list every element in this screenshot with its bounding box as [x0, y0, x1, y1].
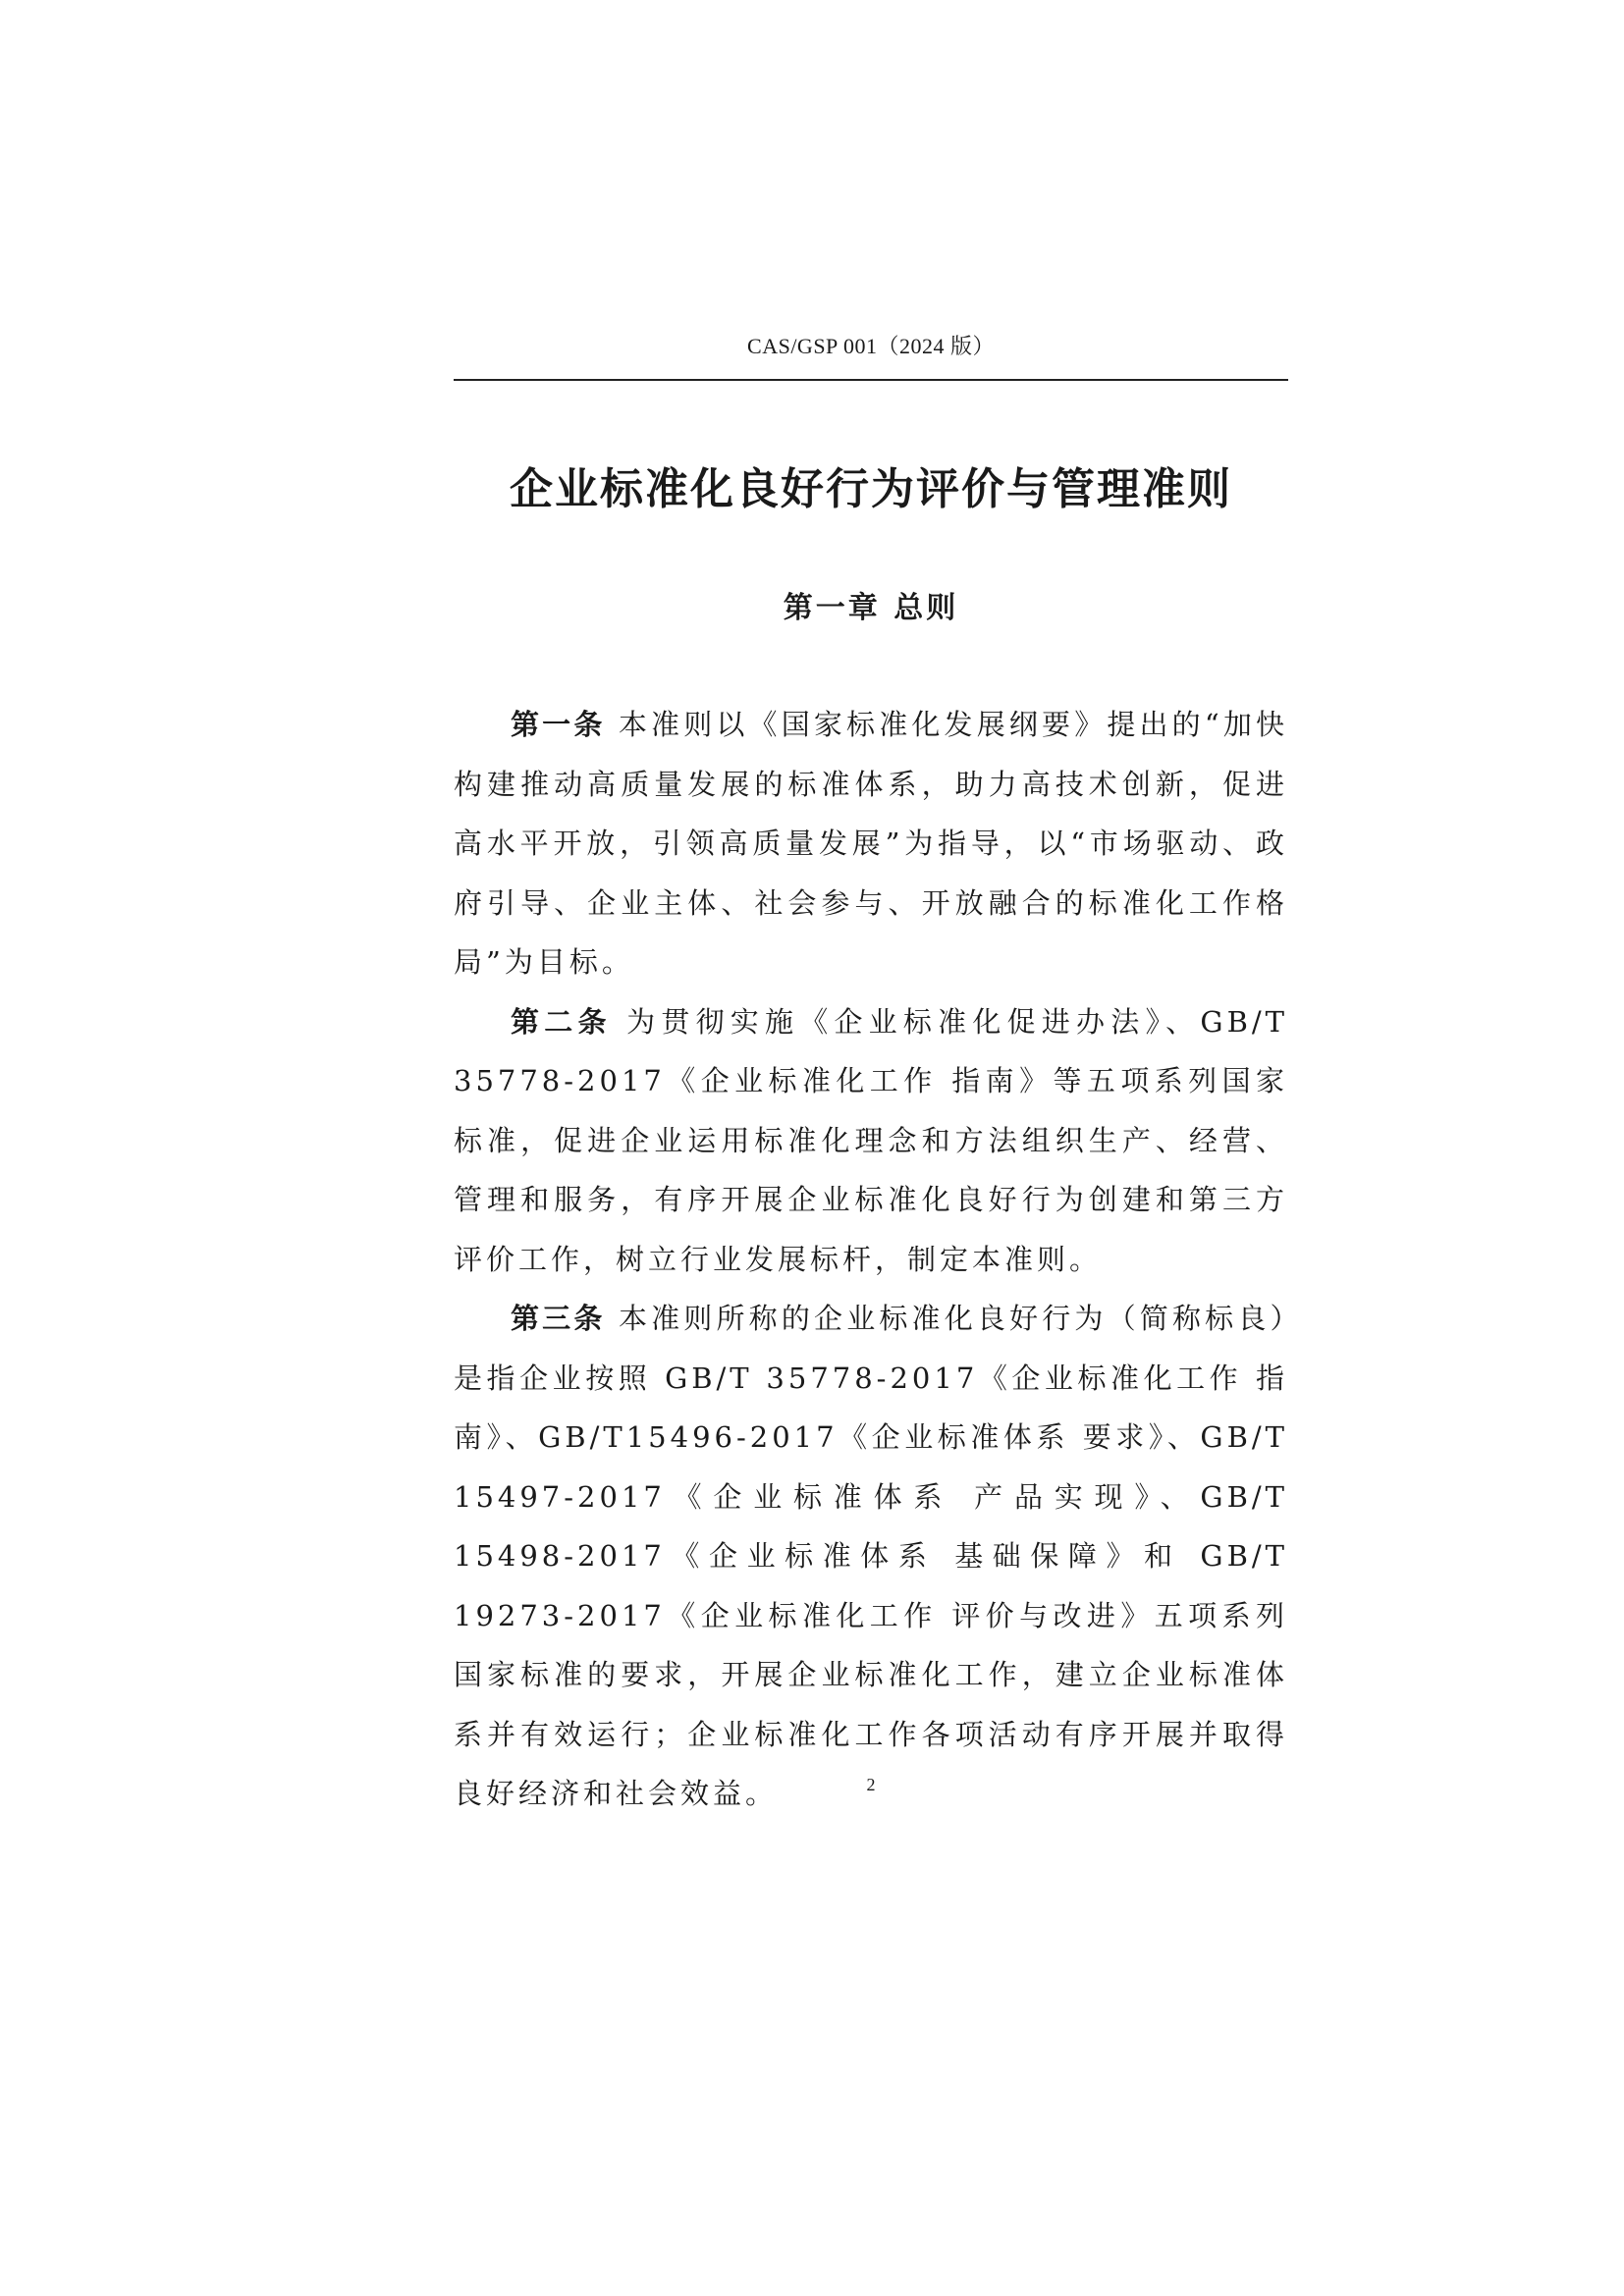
article-1 — [454, 695, 1288, 992]
article-1-text: 本准则以《国家标准化发展纲要》提出的“加快构建推动高质量发展的标准体系，助力高技术创新，促进高水平开放，引领高质量发展”为指导，以“市场驱动、政府引导、企业主体、社会参与、开放融合的标准化工作格局”为目标。 — [454, 708, 1288, 979]
document-title: 企业标准化良好行为评价与管理准则 — [510, 464, 1232, 514]
article-2 — [454, 992, 1288, 1290]
article-1-label: 第一条 — [511, 708, 606, 741]
document-body — [454, 695, 1288, 1824]
article-2-label: 第二条 — [511, 1004, 612, 1039]
article-3 — [454, 1289, 1288, 1824]
header-divider — [454, 379, 1288, 381]
article-2-text: 为贯彻实施《企业标准化促进办法》、GB/T 35778-2017《企业标准化工作 指南》等五项系列国家标准，促进企业运用标准化理念和方法组织生产、经营、管理和服务，有序开展企业标准化良好行为创建和第三方评价工作，树立行业发展标杆，制定本准则。 — [454, 1004, 1288, 1276]
article-3-label: 第三条 — [511, 1302, 606, 1335]
article-3-text: 本准则所称的企业标准化良好行为（简称标良）是指企业按照 GB/T 35778-2017《企业标准化工作 指南》、GB/T15496-2017《企业标准体系 要求》、GB/T 15497-2017《企业标准体系 产品实现》、GB/T 15498-2017《企业标准体系 基础保障》和 GB/T 19273-2017《企业标准化工作 评价与改进》五项系列国家标准的要求，开展企业标准化工作，建立企业标准体系并有效运行；企业标准化工作各项活动有序开展并取得良好经济和社会效益。 — [454, 1302, 1288, 1810]
chapter-heading: 第一章 总则 — [783, 591, 959, 625]
page-number: 2 — [866, 1775, 876, 1794]
document-code-header: CAS/GSP 001（2024 版） — [747, 334, 995, 358]
